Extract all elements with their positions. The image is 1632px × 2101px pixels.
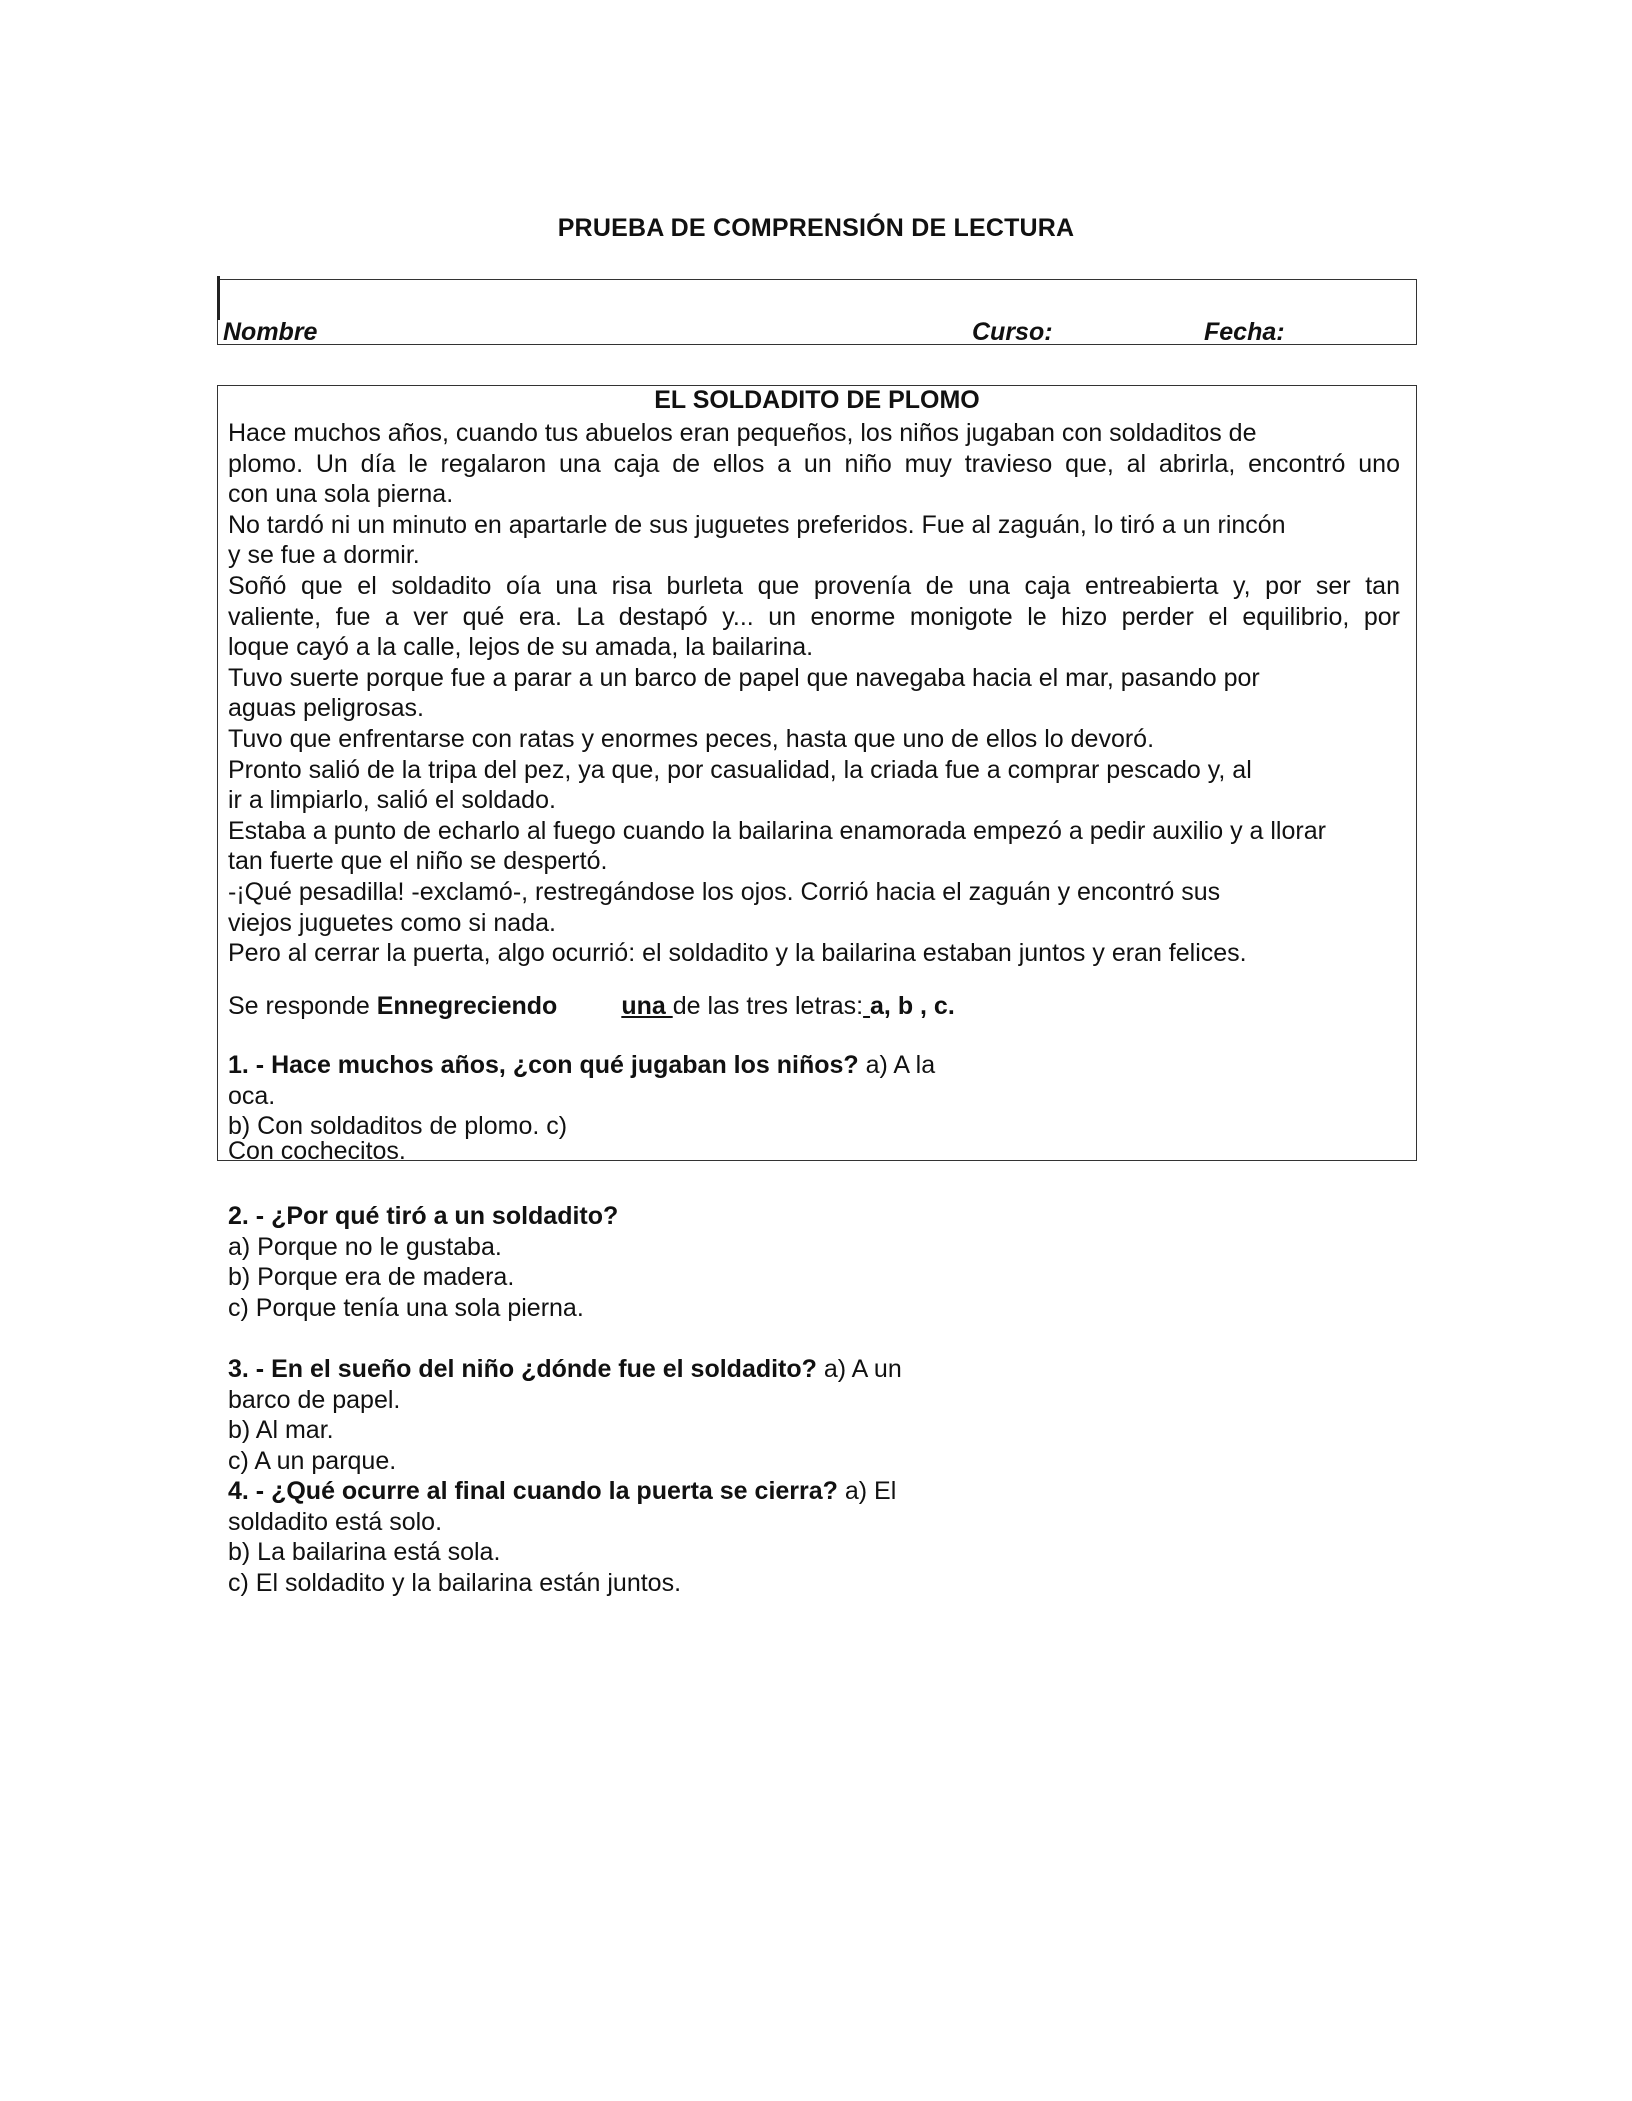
story-text [228,418,1400,969]
instructions-letters: a, b , c. [870,992,955,1020]
story-line: Tuvo suerte porque fue a parar a un barco de papel que navegaba hacia el mar, pasando por [228,663,1260,692]
option-a-start: a) A un [816,1355,902,1383]
option-line: b) La bailarina está sola. [228,1538,501,1567]
question-number: 1. [228,1051,249,1079]
option-a-start: a) A la [858,1051,936,1079]
option-a-start: a) El [837,1477,897,1505]
question-1 [228,1050,935,1166]
instructions-middle: de las tres letras: [672,992,864,1020]
option-line: b) Al mar. [228,1416,334,1445]
curso-label: Curso: [972,318,1053,346]
question-text: - ¿Qué ocurre al final cuando la puerta se cierra? [248,1477,838,1505]
story-line: Soñó que el soldadito oía una risa burleta que provenía de una caja entreabierta y, por ser tan [228,571,1400,600]
story-line: aguas peligrosas. [228,694,424,723]
option-line: c) Porque tenía una sola pierna. [228,1293,584,1322]
question-number: 4. [228,1477,249,1505]
question-2 [228,1201,618,1323]
instructions [228,992,955,1021]
story-line: tan fuerte que el niño se despertó. [228,847,608,876]
option-line: b) Porque era de madera. [228,1263,515,1292]
story-line: ir a limpiarlo, salió el soldado. [228,786,556,815]
option-line: barco de papel. [228,1385,401,1414]
page-title: PRUEBA DE COMPRENSIÓN DE LECTURA [557,214,1075,242]
question-text: - ¿Por qué tiró a un soldadito? [248,1202,619,1230]
question-number: 2. [228,1202,249,1230]
instructions-underlined: una [621,992,673,1020]
option-line: oca. [228,1081,276,1110]
question-4 [228,1476,896,1598]
story-line: -¡Qué pesadilla! -exclamó-, restregándose los ojos. Corrió hacia el zaguán y encontró sus [228,877,1221,906]
story-line: Tuvo que enfrentarse con ratas y enormes peces, hasta que uno de ellos lo devoró. [228,724,1155,753]
story-line: plomo. Un día le regalaron una caja de ellos a un niño muy travieso que, al abrirla, encontró uno [228,449,1400,478]
story-line: viejos juguetes como si nada. [228,908,556,937]
fecha-label: Fecha: [1204,318,1285,346]
option-line: a) Porque no le gustaba. [228,1232,502,1261]
question-3 [228,1354,902,1476]
nombre-label: Nombre [223,318,318,346]
story-line: No tardó ni un minuto en apartarle de sus juguetes preferidos. Fue al zaguán, lo tiró a un rincón [228,510,1286,539]
story-line: Estaba a punto de echarlo al fuego cuando la bailarina enamorada empezó a pedir auxilio y a llorar [228,816,1326,845]
option-line: c) El soldadito y la bailarina están juntos. [228,1568,682,1597]
instructions-prefix: Se responde [228,992,377,1020]
question-text: - Hace muchos años, ¿con qué jugaban los niños? [248,1051,859,1079]
story-line: y se fue a dormir. [228,541,420,570]
story-line: con una sola pierna. [228,480,454,509]
question-text: - En el sueño del niño ¿dónde fue el soldadito? [248,1355,817,1383]
instructions-bold: Ennegreciendo [376,992,558,1020]
option-line: Con cochecitos. [228,1136,406,1165]
option-line: c) A un parque. [228,1446,397,1475]
story-line: Pronto salió de la tripa del pez, ya que, por casualidad, la criada fue a comprar pescado y, al [228,755,1252,784]
option-line: soldadito está solo. [228,1507,443,1536]
question-number: 3. [228,1355,249,1383]
story-title: EL SOLDADITO DE PLOMO [654,386,980,414]
story-line: loque cayó a la calle, lejos de su amada, la bailarina. [228,633,814,662]
story-line: Pero al cerrar la puerta, algo ocurrió: el soldadito y la bailarina estaban juntos y eran felices. [228,939,1247,968]
story-line: Hace muchos años, cuando tus abuelos eran pequeños, los niños jugaban con soldaditos de [228,419,1257,447]
margin-mark [217,276,220,320]
story-line: valiente, fue a ver qué era. La destapó y... un enorme monigote le hizo perder el equilibrio, por [228,602,1400,631]
option-line: b) Con soldaditos de plomo. c) [228,1112,568,1141]
